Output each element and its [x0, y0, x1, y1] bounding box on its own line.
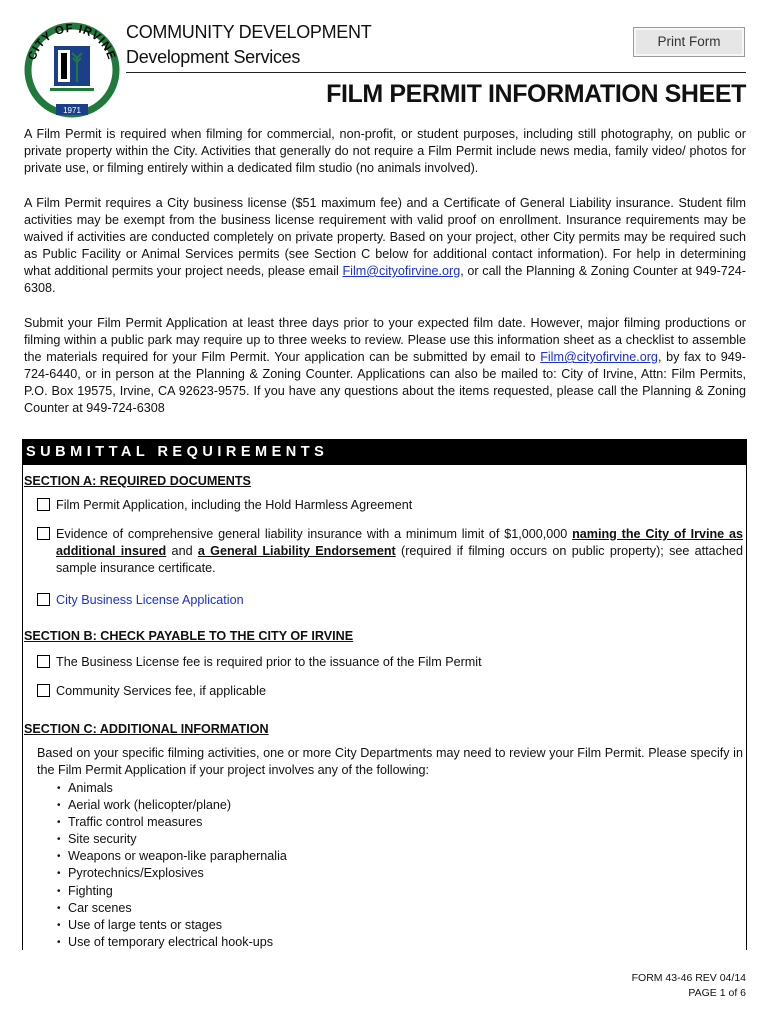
intro-paragraph-3-text-b: , by fax to 949-724-6440, or in person at the Planning & Zoning Counter. Applications can also be mailed to: City of Irvine, Attn: Film Permits, P.O. Box 19575, Irvine, CA 92623-9575. If you have any questions about the items requested, please call the Planning & Zoning Counter at 949-724-6308 — [24, 350, 747, 415]
list-item: • Use of temporary electrical hook-ups — [57, 934, 287, 951]
list-item: • Traffic control measures — [57, 814, 287, 831]
submittal-requirements-header: SUBMITTAL REQUIREMENTS — [22, 439, 747, 465]
intro-paragraph-2-text-b: , or call the Planning & Zoning Counter at 949-724-6308. — [24, 264, 746, 295]
form-number: FORM 43-46 REV 04/14 — [631, 972, 746, 984]
department-name: COMMUNITY DEVELOPMENT — [126, 22, 372, 42]
city-seal-logo — [20, 18, 124, 122]
list-item: • Animals — [57, 780, 287, 797]
section-a-title: SECTION A: REQUIRED DOCUMENTS — [24, 474, 251, 488]
checklist-item-business-license — [37, 592, 743, 609]
checkbox[interactable] — [37, 593, 50, 606]
checklist-item-label — [56, 526, 743, 577]
insurance-text-c: and — [166, 544, 198, 558]
insurance-text-d: a General Liability Endorsement — [197, 544, 396, 558]
checklist-item-label: The Business License fee is required prior to the issuance of the Film Permit — [56, 655, 482, 669]
division-name: Development Services — [126, 47, 301, 67]
checkbox[interactable] — [37, 498, 50, 511]
email-link[interactable]: Film@cityofirvine.org — [540, 350, 658, 364]
checklist-item-label: Film Permit Application, including the Hold Harmless Agreement — [56, 498, 413, 512]
intro-paragraph-2-text-a: A Film Permit requires a City business license ($51 maximum fee) and a Certificate of General Liability insurance. Student film activities may be exempt from the business license requirement with valid proof on enrollment. Insurance requirements may be waived if activities are conducted completely on private property. Based on your project, other City permits may be required such as Public Facility or Animal Services permits (see Section C below for additional contact information). For help in determining what additional permits your project needs, please email — [24, 196, 746, 278]
activities-list — [57, 780, 287, 951]
insurance-text-e: (required if filming occurs on public property); see attached sample insurance certificate. — [56, 544, 743, 575]
intro-paragraph-2 — [24, 195, 746, 297]
intro-paragraph-3 — [24, 315, 746, 417]
intro-paragraph-3-text-a: Submit your Film Permit Application at least three days prior to your expected film date. However, major filming productions or filming within a public park may require up to three weeks to review. Please use this information sheet as a checklist to assemble the materials required for your Film Permit. Your application can be submitted by email to — [24, 316, 746, 364]
checklist-item-license-fee — [37, 654, 743, 671]
page-title: FILM PERMIT INFORMATION SHEET — [326, 80, 746, 108]
page-footer — [632, 971, 746, 1001]
section-c-title: SECTION C: ADDITIONAL INFORMATION — [24, 722, 269, 736]
checklist-item-community-fee — [37, 683, 743, 700]
checklist-item-application — [37, 497, 743, 514]
list-item: • Use of large tents or stages — [57, 917, 287, 934]
section-b-title: SECTION B: CHECK PAYABLE TO THE CITY OF IRVINE — [24, 629, 354, 643]
insurance-text-b: naming the City of Irvine as additional insured — [56, 527, 743, 558]
checkbox[interactable] — [37, 655, 50, 668]
checklist-item-insurance — [37, 526, 743, 577]
seal-top-text: CITY OF IRVINE — [26, 22, 118, 62]
list-item: • Aerial work (helicopter/plane) — [57, 797, 287, 814]
insurance-text-a: Evidence of comprehensive general liability insurance with a minimum limit of $1,000,000 — [56, 527, 573, 541]
header-divider — [126, 72, 746, 73]
list-item: • Pyrotechnics/Explosives — [57, 865, 287, 882]
list-item: • Car scenes — [57, 900, 287, 917]
checkbox[interactable] — [37, 527, 50, 540]
checklist-item-label: Community Services fee, if applicable — [56, 684, 266, 698]
intro-paragraph-1: A Film Permit is required when filming for commercial, non-profit, or student purposes, including still photography, on public or private property within the City. Activities that generally do not require a Film Permit include news media, family video/ photos for private use, or filming entirely within a dedicated film studio (no animals involved). — [24, 127, 746, 175]
list-item: • Fighting — [57, 883, 287, 900]
list-item: • Site security — [57, 831, 287, 848]
print-form-button[interactable]: Print Form — [633, 27, 745, 57]
section-c-intro: Based on your specific filming activities, one or more City Departments may need to review your Film Permit. Please specify in the Film Permit Application if your project involves any of the following: — [37, 746, 743, 777]
email-link[interactable]: Film@cityofirvine.org — [342, 264, 461, 278]
page-number: PAGE 1 of 6 — [688, 987, 746, 999]
seal-year: 1971 — [63, 106, 81, 115]
checkbox[interactable] — [37, 684, 50, 697]
business-license-link[interactable]: City Business License Application — [56, 593, 244, 607]
list-item: • Weapons or weapon-like paraphernalia — [57, 848, 287, 865]
